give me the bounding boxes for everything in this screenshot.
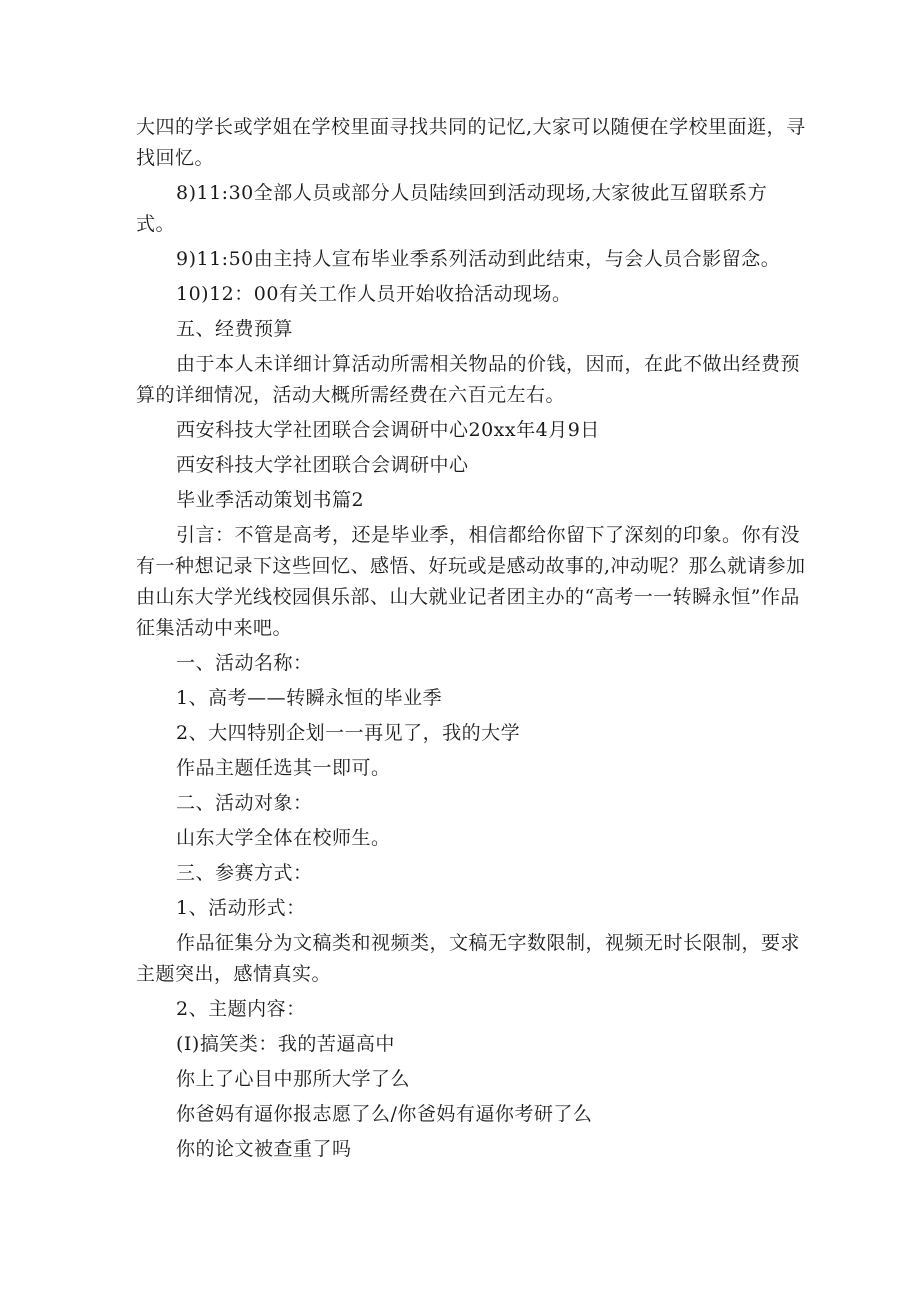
paragraph-theme-note: 作品主题任选其一即可。: [176, 757, 391, 779]
list-item-1: 1、高考——转瞬永恒的毕业季: [176, 687, 443, 709]
list-item-line-1: 你上了心目中那所大学了么: [176, 1068, 411, 1090]
list-item-line-2: 你爸妈有逼你报志愿了么/你爸妈有逼你考研了么: [176, 1103, 593, 1125]
section-heading-budget: 五、经费预算: [176, 318, 294, 340]
paragraph-intro: 引言：不管是高考，还是毕业季，相信都给你留下了深刻的印象。你有没有一种想记录下这些回忆、感悟、好玩或是感动故事的,冲动呢？那么就请参加由山东大学光线校园俱乐部、山大就业记者团主办的“高考一一转瞬永恒”作品征集活动中来吧。: [136, 524, 806, 639]
paragraph-form: 作品征集分为文稿类和视频类，文稿无字数限制，视频无时长限制，要求主题突出，感情真实。: [136, 932, 801, 985]
section-heading-method: 三、参赛方式：: [176, 862, 313, 884]
list-item-line-3: 你的论文被查重了吗: [176, 1138, 352, 1160]
paragraph-2: 8)11:30全部人员或部分人员陆续回到活动现场,大家彼此互留联系方式。: [136, 182, 768, 235]
document-body: [136, 112, 806, 1169]
sub-heading-theme: 2、主题内容：: [176, 998, 306, 1020]
paragraph-3: 9)11:50由主持人宣布毕业季系列活动到此结束，与会人员合影留念。: [176, 248, 781, 270]
signature-dated: 西安科技大学社团联合会调研中心20xx年4月9日: [176, 419, 600, 441]
article-title: 毕业季活动策划书篇2: [176, 489, 365, 511]
section-heading-name: 一、活动名称：: [176, 652, 313, 674]
paragraph-1: 大四的学长或学姐在学校里面寻找共同的记忆,大家可以随便在学校里面逛，寻找回忆。: [136, 116, 806, 169]
sub-heading-form: 1、活动形式：: [176, 897, 306, 919]
section-heading-target: 二、活动对象：: [176, 792, 313, 814]
list-item-2: 2、大四特别企划一一再见了，我的大学: [176, 722, 521, 744]
list-item-funny: (I)搞笑类：我的苦逼高中: [176, 1033, 395, 1055]
paragraph-4: 10)12：00有关工作人员开始收拾活动现场。: [176, 283, 572, 305]
paragraph-target: 山东大学全体在校师生。: [176, 827, 391, 849]
signature-org: 西安科技大学社团联合会调研中心: [176, 454, 469, 476]
paragraph-budget: 由于本人未详细计算活动所需相关物品的价钱，因而，在此不做出经费预算的详细情况，活动大概所需经费在六百元左右。: [136, 353, 801, 406]
